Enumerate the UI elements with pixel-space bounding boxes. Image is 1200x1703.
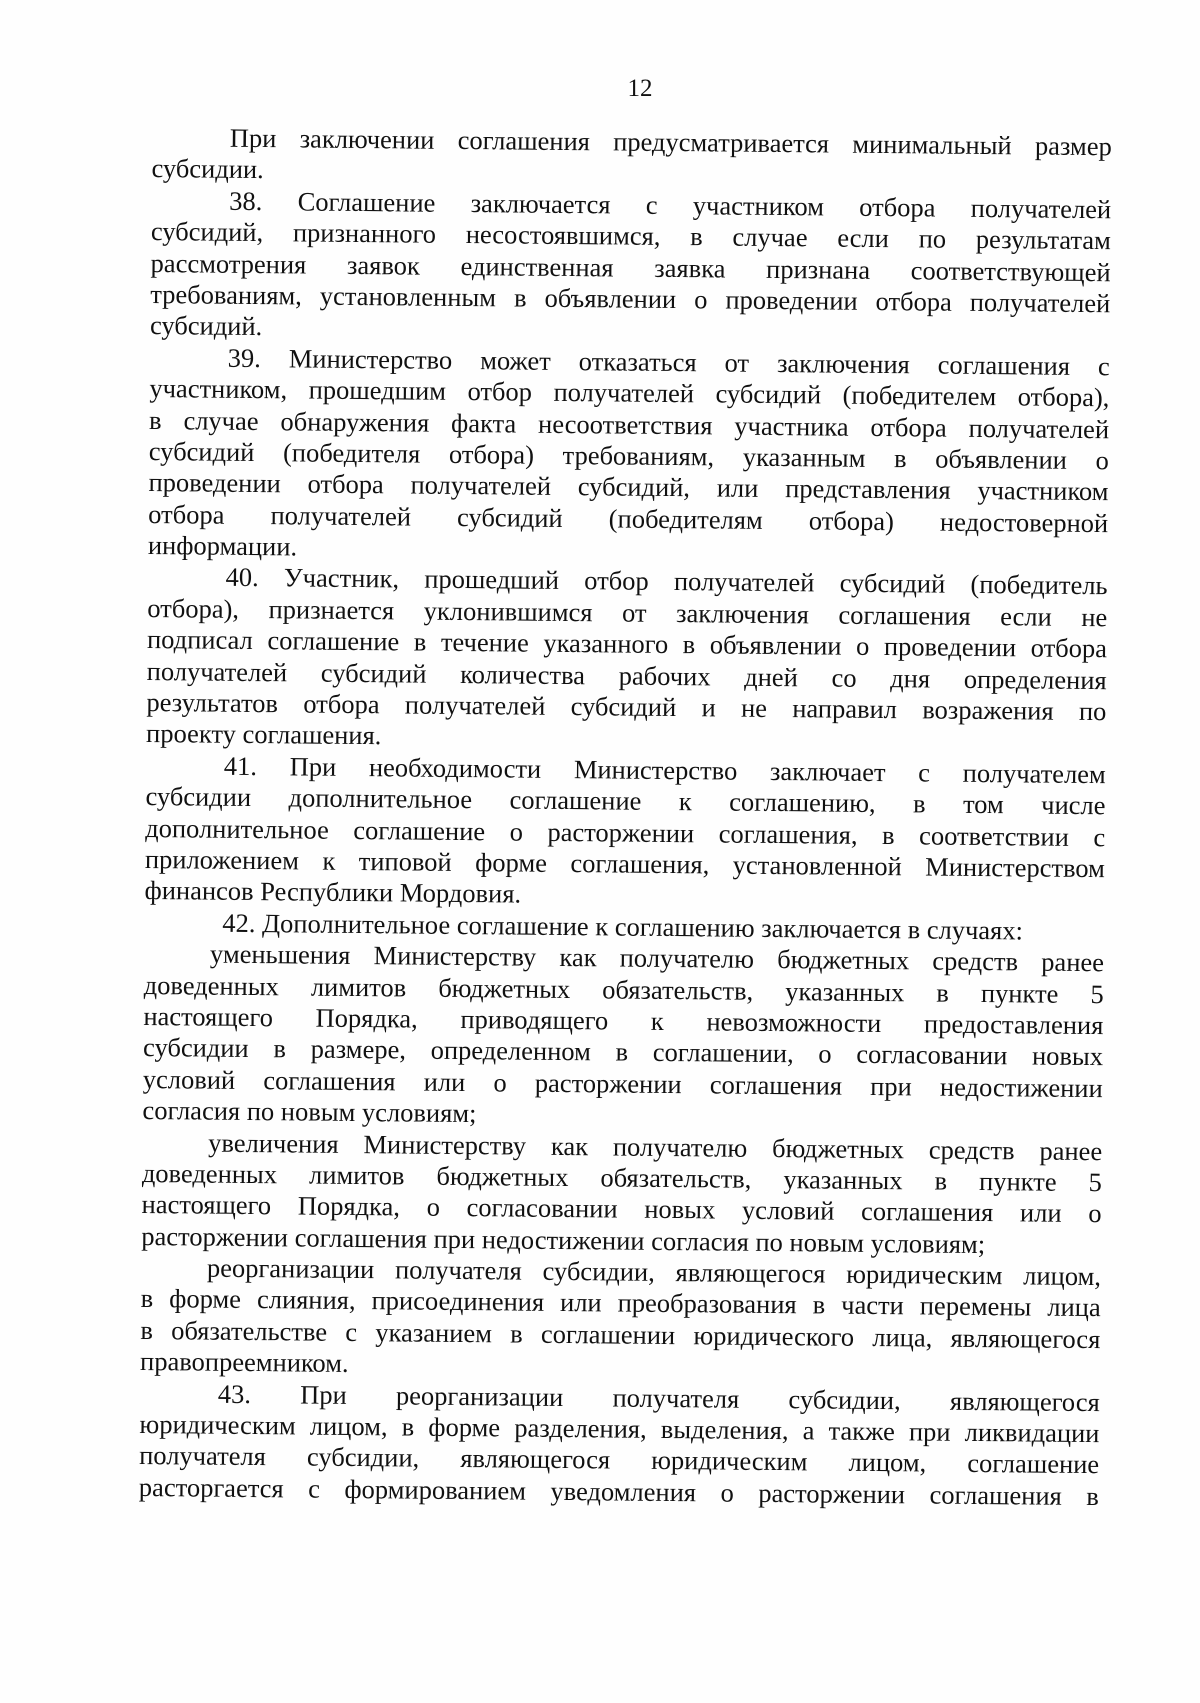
text-line: уменьшения Министерству как получателю бюджетных средств ранее bbox=[209, 938, 1105, 978]
text-line: увеличения Министерству как получателю бюджетных средств ранее bbox=[208, 1127, 1103, 1166]
text-line: информации. bbox=[147, 530, 298, 562]
text-line: субсидии в размере, определенном в соглашении, о согласовании новых bbox=[142, 1032, 1104, 1072]
text-line: проекту соглашения. bbox=[145, 718, 382, 751]
text-line: получателей субсидий количества рабочих дней со дня определения bbox=[146, 655, 1107, 695]
text-line: расторжении соглашения при недостижении согласия по новым условиям; bbox=[141, 1220, 986, 1259]
text-line: условий соглашения или о расторжении соглашения при недостижении bbox=[142, 1063, 1103, 1103]
text-line: участником, прошедшим отбор получателей субсидий (победителем отбора), bbox=[149, 373, 1110, 413]
text-line: 43. При реорганизации получателя субсидии, являющегося bbox=[217, 1378, 1100, 1417]
text-line: финансов Республики Мордовия. bbox=[144, 875, 522, 909]
text-line: подписал соглашение в течение указанного в объявлении о проведении отбора bbox=[146, 624, 1108, 664]
paragraph bbox=[150, 185, 1111, 351]
paragraph bbox=[139, 1378, 1100, 1513]
text-line: результатов отбора получателей субсидий и не направил возражения по bbox=[146, 687, 1107, 727]
text-line: 38. Соглашение заключается с участником отбора получателей bbox=[229, 185, 1112, 224]
text-line: доведенных лимитов бюджетных обязательств, указанных в пункте 5 bbox=[143, 969, 1104, 1009]
text-line: субсидий, признанного несостоявшимся, в случае если по результатам bbox=[150, 216, 1112, 256]
text-line: требованиям, установленным в объявлении о проведении отбора получателей bbox=[150, 278, 1111, 319]
text-line: При заключении соглашения предусматривается минимальный размер bbox=[229, 122, 1112, 162]
text-line: 40. Участник, прошедший отбор получателей субсидий (победитель bbox=[225, 562, 1108, 601]
text-line: реорганизации получателя субсидии, являющегося юридическим лицом, bbox=[206, 1252, 1102, 1292]
text-line: правопреемником. bbox=[139, 1346, 349, 1379]
paragraph bbox=[146, 561, 1108, 759]
text-line: субсидий. bbox=[149, 310, 263, 342]
text-line: настоящего Порядка, о согласовании новых условий соглашения или о bbox=[141, 1189, 1102, 1229]
document-body bbox=[139, 122, 1112, 1512]
text-line: в случае обнаружения факта несоответствия участника отбора получателей bbox=[149, 404, 1110, 444]
text-line: 41. При необходимости Министерство заключает с получателем bbox=[223, 750, 1106, 789]
text-line: субсидии дополнительное соглашение к соглашению, в том числе bbox=[145, 781, 1106, 821]
text-line: отбора), признается уклонившимся от заключения соглашения если не bbox=[147, 592, 1108, 633]
text-line: проведении отбора получателей субсидий, или представления участником bbox=[148, 467, 1109, 507]
paragraph bbox=[144, 750, 1105, 916]
text-line: согласия по новым условиям; bbox=[142, 1095, 477, 1129]
text-line: субсидий (победителя отбора) требованиям, указанным в объявлении о bbox=[148, 435, 1109, 476]
page-number: 12 bbox=[627, 75, 653, 102]
text-line: расторгается с формированием уведомления о расторжении соглашения в bbox=[138, 1471, 1099, 1511]
text-line: юридическим лицом, в форме разделения, выделения, а также при ликвидации bbox=[139, 1408, 1100, 1449]
paragraph bbox=[141, 1126, 1102, 1261]
text-line: в форме слияния, присоединения или преобразования в части перемены лица bbox=[140, 1283, 1101, 1323]
text-line: рассмотрения заявок единственная заявка признана соответствующей bbox=[150, 247, 1111, 287]
paragraph bbox=[151, 122, 1112, 194]
text-line: субсидии. bbox=[151, 153, 264, 185]
text-line: настоящего Порядка, приводящего к невозможности предоставления bbox=[143, 1000, 1104, 1041]
text-line: отбора получателей субсидий (победителям отбора) недостоверной bbox=[148, 498, 1109, 538]
text-line: доведенных лимитов бюджетных обязательств, указанных в пункте 5 bbox=[141, 1157, 1103, 1198]
text-line: приложением к типовой форме соглашения, установленной Министерством bbox=[144, 843, 1106, 884]
paragraph bbox=[142, 938, 1104, 1136]
text-line: 39. Министерство может отказаться от заключения соглашения с bbox=[227, 342, 1110, 381]
text-line: в обязательстве с указанием в соглашении юридического лица, являющегося bbox=[140, 1314, 1101, 1355]
paragraph bbox=[140, 1252, 1101, 1387]
text-line: дополнительное соглашение о расторжении соглашения, в соответствии с bbox=[145, 812, 1106, 852]
text-line: получателя субсидии, являющегося юридическим лицом, соглашение bbox=[139, 1440, 1100, 1480]
text-line: 42. Дополнительное соглашение к соглашению заключается в случаях: bbox=[222, 907, 1024, 946]
paragraph bbox=[148, 342, 1110, 571]
